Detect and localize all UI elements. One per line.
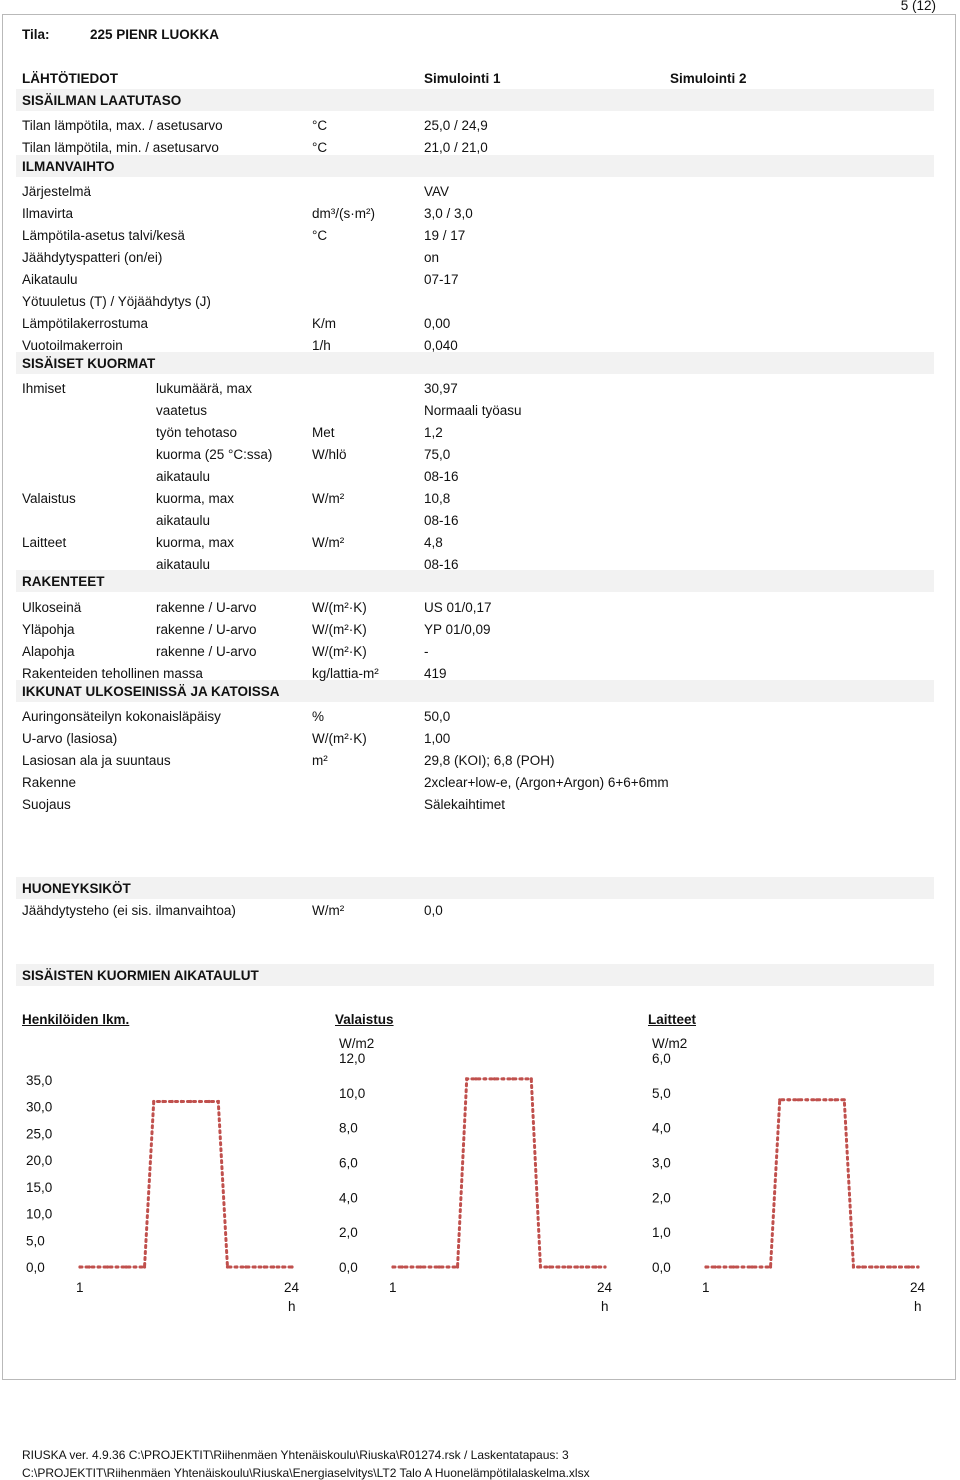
data-point: [226, 1265, 229, 1268]
data-point: [567, 1265, 570, 1268]
chart-valaistus: [335, 1030, 635, 1320]
section-sisailma: SISÄILMAN LAATUTASO: [22, 93, 182, 108]
y-tick-label: 30,0: [26, 1099, 53, 1115]
row-unit: Met: [312, 425, 335, 440]
y-tick-label: 0,0: [26, 1260, 45, 1275]
row-label: Alapohja: [22, 644, 75, 659]
footer-line2: C:\PROJEKTIT\Riihenmäen Yhtenäiskoulu\Riuska\Energiaselvitys\LT2 Talo A Huonelämpötilalaskelma.xlsx: [22, 1466, 590, 1480]
row-value: 75,0: [424, 447, 451, 462]
data-point: [484, 1077, 487, 1080]
data-point: [493, 1077, 496, 1080]
row-label: Ulkoseinä: [22, 600, 82, 615]
row-sublabel: rakenne / U-arvo: [156, 644, 257, 659]
data-point: [557, 1265, 560, 1268]
data-point: [263, 1265, 266, 1268]
chart-henkilot: [22, 1030, 322, 1320]
data-point: [124, 1265, 127, 1268]
row-label: Rakenteiden tehollinen massa: [22, 666, 203, 681]
row-unit: W/(m²·K): [312, 644, 367, 659]
data-point: [97, 1265, 100, 1268]
x-axis-label: h: [914, 1299, 922, 1314]
table-row: [0, 728, 960, 750]
jaahdytys-label: Jäähdytysteho (ei sis. ilmanvaihtoa): [22, 903, 236, 918]
y-tick-label: 35,0: [26, 1073, 53, 1088]
row-unit: W/hlö: [312, 447, 347, 462]
tila-label: Tila:: [22, 27, 50, 42]
row-label: Lasiosan ala ja suuntaus: [22, 753, 171, 768]
row-label: Ilmavirta: [22, 206, 74, 221]
section-ikkunat: IKKUNAT ULKOSEINISSÄ JA KATOISSA: [22, 684, 280, 699]
table-row: [0, 313, 960, 335]
series-line: [393, 1079, 605, 1267]
table-row: [0, 510, 960, 532]
table-row: [0, 466, 960, 488]
data-point: [465, 1077, 468, 1080]
table-row: [0, 597, 960, 619]
data-point: [585, 1265, 588, 1268]
table-row: [0, 181, 960, 203]
row-sublabel: vaatetus: [156, 403, 208, 418]
data-point: [78, 1265, 81, 1268]
data-point: [161, 1100, 164, 1103]
row-value: Sälekaihtimet: [424, 797, 506, 812]
row-value: on: [424, 250, 440, 265]
row-label: Järjestelmä: [22, 184, 92, 199]
y-tick-label: 8,0: [339, 1120, 358, 1136]
data-point: [474, 1077, 477, 1080]
data-point: [714, 1265, 717, 1268]
row-value: 30,97: [424, 381, 458, 396]
row-value: 0,00: [424, 316, 451, 331]
row-value: 10,8: [424, 491, 451, 506]
row-unit: W/(m²·K): [312, 622, 367, 637]
row-label: Lämpötilakerrostuma: [22, 316, 149, 331]
data-point: [217, 1100, 220, 1103]
table-row: [0, 641, 960, 663]
table-row: [0, 269, 960, 291]
data-point: [198, 1100, 201, 1103]
data-point: [254, 1265, 257, 1268]
table-row: [0, 554, 960, 576]
row-sublabel: rakenne / U-arvo: [156, 622, 257, 637]
data-point: [520, 1077, 523, 1080]
y-tick-label: 20,0: [26, 1153, 53, 1169]
header-title: LÄHTÖTIEDOT: [22, 71, 118, 86]
section-rakenteet: RAKENTEET: [22, 574, 105, 589]
data-point: [750, 1265, 753, 1268]
chart-title-henkilot: Henkilöiden lkm.: [22, 1012, 130, 1027]
table-row: [0, 378, 960, 400]
row-value: 08-16: [424, 557, 459, 572]
row-unit: kg/lattia-m²: [312, 666, 379, 681]
y-tick-label: 4,0: [652, 1120, 671, 1136]
jaahdytys-value: 0,0: [424, 903, 443, 918]
row-value: 29,8 (KOI); 6,8 (POH): [424, 753, 555, 768]
data-point: [704, 1265, 707, 1268]
data-point: [548, 1265, 551, 1268]
row-value: 19 / 17: [424, 228, 466, 243]
data-point: [741, 1265, 744, 1268]
table-row: [0, 794, 960, 816]
data-point: [88, 1265, 91, 1268]
y-tick-label: 25,0: [26, 1126, 53, 1142]
data-point: [833, 1098, 836, 1101]
data-point: [815, 1098, 818, 1101]
table-row: [0, 532, 960, 554]
data-point: [843, 1098, 846, 1101]
header-sim1: Simulointi 1: [424, 71, 501, 86]
data-point: [916, 1265, 919, 1268]
row-label: Rakenne: [22, 775, 77, 790]
row-label: Jäähdytyspatteri (on/ei): [22, 250, 163, 265]
row-value: 0,040: [424, 338, 458, 353]
data-point: [797, 1098, 800, 1101]
data-point: [180, 1100, 183, 1103]
row-value: 4,8: [424, 535, 443, 550]
row-value: 419: [424, 666, 447, 681]
table-row: [0, 750, 960, 772]
data-point: [244, 1265, 247, 1268]
y-tick-label: 0,0: [339, 1260, 358, 1275]
unit-label: W/m2: [652, 1036, 688, 1051]
row-label: Tilan lämpötila, min. / asetusarvo: [22, 140, 219, 155]
row-label: Lämpötila-asetus talvi/kesä: [22, 228, 185, 243]
row-label: Tilan lämpötila, max. / asetusarvo: [22, 118, 223, 133]
data-point: [760, 1265, 763, 1268]
data-point: [115, 1265, 118, 1268]
table-row: [0, 335, 960, 357]
unit-label: W/m2: [339, 1036, 375, 1051]
data-point: [502, 1077, 505, 1080]
row-label: Ihmiset: [22, 381, 66, 396]
row-label: Valaistus: [22, 491, 76, 506]
row-unit: W/(m²·K): [312, 600, 367, 615]
chart-title-valaistus: Valaistus: [335, 1012, 394, 1027]
data-point: [401, 1265, 404, 1268]
table-row: [0, 444, 960, 466]
data-point: [189, 1100, 192, 1103]
y-tick-label: 12,0: [339, 1051, 366, 1066]
series-line: [80, 1102, 292, 1267]
data-point: [437, 1265, 440, 1268]
row-unit: %: [312, 709, 325, 724]
data-point: [207, 1100, 210, 1103]
x-axis-label: h: [601, 1299, 609, 1314]
data-point: [870, 1265, 873, 1268]
row-unit: °C: [312, 118, 328, 133]
row-value: 50,0: [424, 709, 451, 724]
section-huoneyksikot: HUONEYKSIKÖT: [22, 881, 131, 896]
row-value: 08-16: [424, 469, 459, 484]
data-point: [134, 1265, 137, 1268]
data-point: [824, 1098, 827, 1101]
row-label: Auringonsäteilyn kokonaisläpäisy: [22, 709, 221, 724]
data-point: [281, 1265, 284, 1268]
data-point: [447, 1265, 450, 1268]
row-label: Suojaus: [22, 797, 71, 812]
data-point: [290, 1265, 293, 1268]
x-tick-label: 24: [910, 1280, 926, 1295]
table-row: [0, 488, 960, 510]
data-point: [428, 1265, 431, 1268]
row-sublabel: aikataulu: [156, 513, 211, 528]
row-unit: 1/h: [312, 338, 331, 353]
data-point: [880, 1265, 883, 1268]
table-row: [0, 115, 960, 137]
data-point: [594, 1265, 597, 1268]
y-tick-label: 10,0: [339, 1085, 366, 1101]
y-tick-label: 0,0: [652, 1260, 671, 1275]
jaahdytys-unit: W/m²: [312, 903, 345, 918]
row-sublabel: kuorma, max: [156, 491, 235, 506]
y-tick-label: 5,0: [26, 1233, 45, 1249]
data-point: [576, 1265, 579, 1268]
y-tick-label: 15,0: [26, 1179, 53, 1195]
x-tick-label: 1: [76, 1280, 84, 1295]
table-row: [0, 137, 960, 159]
y-tick-label: 2,0: [339, 1225, 358, 1241]
row-sublabel: kuorma (25 °C:ssa): [156, 447, 273, 462]
tila-value: 225 PIENR LUOKKA: [90, 27, 220, 42]
data-point: [787, 1098, 790, 1101]
series-line: [706, 1100, 918, 1267]
data-point: [456, 1265, 459, 1268]
table-row: [0, 422, 960, 444]
data-point: [235, 1265, 238, 1268]
row-value: 1,00: [424, 731, 451, 746]
table-row: [0, 706, 960, 728]
section-band: [16, 877, 934, 899]
row-unit: K/m: [312, 316, 337, 331]
data-point: [907, 1265, 910, 1268]
table-row: [0, 619, 960, 641]
row-value: 3,0 / 3,0: [424, 206, 473, 221]
y-tick-label: 4,0: [339, 1190, 358, 1206]
data-point: [152, 1100, 155, 1103]
table-row: [0, 400, 960, 422]
data-point: [898, 1265, 901, 1268]
data-point: [732, 1265, 735, 1268]
table-row: [0, 225, 960, 247]
row-label: Laitteet: [22, 535, 67, 550]
table-row: [0, 203, 960, 225]
x-tick-label: 24: [597, 1280, 613, 1295]
y-tick-label: 6,0: [339, 1155, 358, 1171]
data-point: [806, 1098, 809, 1101]
data-point: [889, 1265, 892, 1268]
row-value: 08-16: [424, 513, 459, 528]
data-point: [272, 1265, 275, 1268]
data-point: [171, 1100, 174, 1103]
y-tick-label: 10,0: [26, 1206, 53, 1222]
row-value: 25,0 / 24,9: [424, 118, 488, 133]
row-unit: W/m²: [312, 491, 345, 506]
row-value: US 01/0,17: [424, 600, 492, 615]
table-row: [0, 291, 960, 313]
data-point: [410, 1265, 413, 1268]
row-unit: °C: [312, 140, 328, 155]
row-value: 1,2: [424, 425, 443, 440]
data-point: [511, 1077, 514, 1080]
data-point: [106, 1265, 109, 1268]
row-unit: W/m²: [312, 535, 345, 550]
table-row: [0, 772, 960, 794]
data-point: [530, 1077, 533, 1080]
y-tick-label: 3,0: [652, 1155, 671, 1171]
row-value: Normaali työasu: [424, 403, 522, 418]
y-tick-label: 1,0: [652, 1225, 671, 1241]
footer-line1: RIUSKA ver. 4.9.36 C:\PROJEKTIT\Riihenmäen Yhtenäiskoulu\Riuska\R01274.rsk / Laskentatapaus: 3: [22, 1448, 569, 1462]
y-tick-label: 5,0: [652, 1085, 671, 1101]
x-tick-label: 1: [702, 1280, 710, 1295]
section-kuormat: SISÄISET KUORMAT: [22, 356, 156, 371]
row-sublabel: lukumäärä, max: [156, 381, 253, 396]
row-sublabel: kuorma, max: [156, 535, 235, 550]
row-sublabel: rakenne / U-arvo: [156, 600, 257, 615]
row-label: Yötuuletus (T) / Yöjäähdytys (J): [22, 294, 211, 309]
row-sublabel: työn tehotaso: [156, 425, 238, 440]
data-point: [769, 1265, 772, 1268]
page-number: 5 (12): [900, 0, 936, 13]
row-unit: °C: [312, 228, 328, 243]
row-value: YP 01/0,09: [424, 622, 491, 637]
y-tick-label: 2,0: [652, 1190, 671, 1206]
row-unit: W/(m²·K): [312, 731, 367, 746]
data-point: [852, 1265, 855, 1268]
data-point: [723, 1265, 726, 1268]
row-label: Yläpohja: [22, 622, 75, 637]
row-value: 07-17: [424, 272, 459, 287]
row-value: VAV: [424, 184, 450, 199]
data-point: [778, 1098, 781, 1101]
x-tick-label: 1: [389, 1280, 397, 1295]
chart-title-laitteet: Laitteet: [648, 1012, 697, 1027]
table-row: [0, 247, 960, 269]
data-point: [603, 1265, 606, 1268]
row-value: 21,0 / 21,0: [424, 140, 488, 155]
section-aikataulut: SISÄISTEN KUORMIEN AIKATAULUT: [22, 968, 259, 983]
row-unit: dm³/(s·m²): [312, 206, 375, 221]
data-point: [539, 1265, 542, 1268]
row-sublabel: aikataulu: [156, 469, 211, 484]
table-row: [0, 663, 960, 685]
x-axis-label: h: [288, 1299, 296, 1314]
x-tick-label: 24: [284, 1280, 300, 1295]
header-sim2: Simulointi 2: [670, 71, 747, 86]
row-value: 2xclear+low-e, (Argon+Argon) 6+6+6mm: [424, 775, 669, 790]
row-value: -: [424, 644, 429, 659]
row-label: Vuotoilmakerroin: [22, 338, 123, 353]
section-ilmanvaihto: ILMANVAIHTO: [22, 159, 115, 174]
chart-laitteet: [648, 1030, 948, 1320]
row-sublabel: aikataulu: [156, 557, 211, 572]
data-point: [419, 1265, 422, 1268]
row-label: U-arvo (lasiosa): [22, 731, 118, 746]
data-point: [391, 1265, 394, 1268]
row-unit: m²: [312, 753, 328, 768]
data-point: [861, 1265, 864, 1268]
data-point: [143, 1265, 146, 1268]
row-label: Aikataulu: [22, 272, 78, 287]
y-tick-label: 6,0: [652, 1051, 671, 1066]
